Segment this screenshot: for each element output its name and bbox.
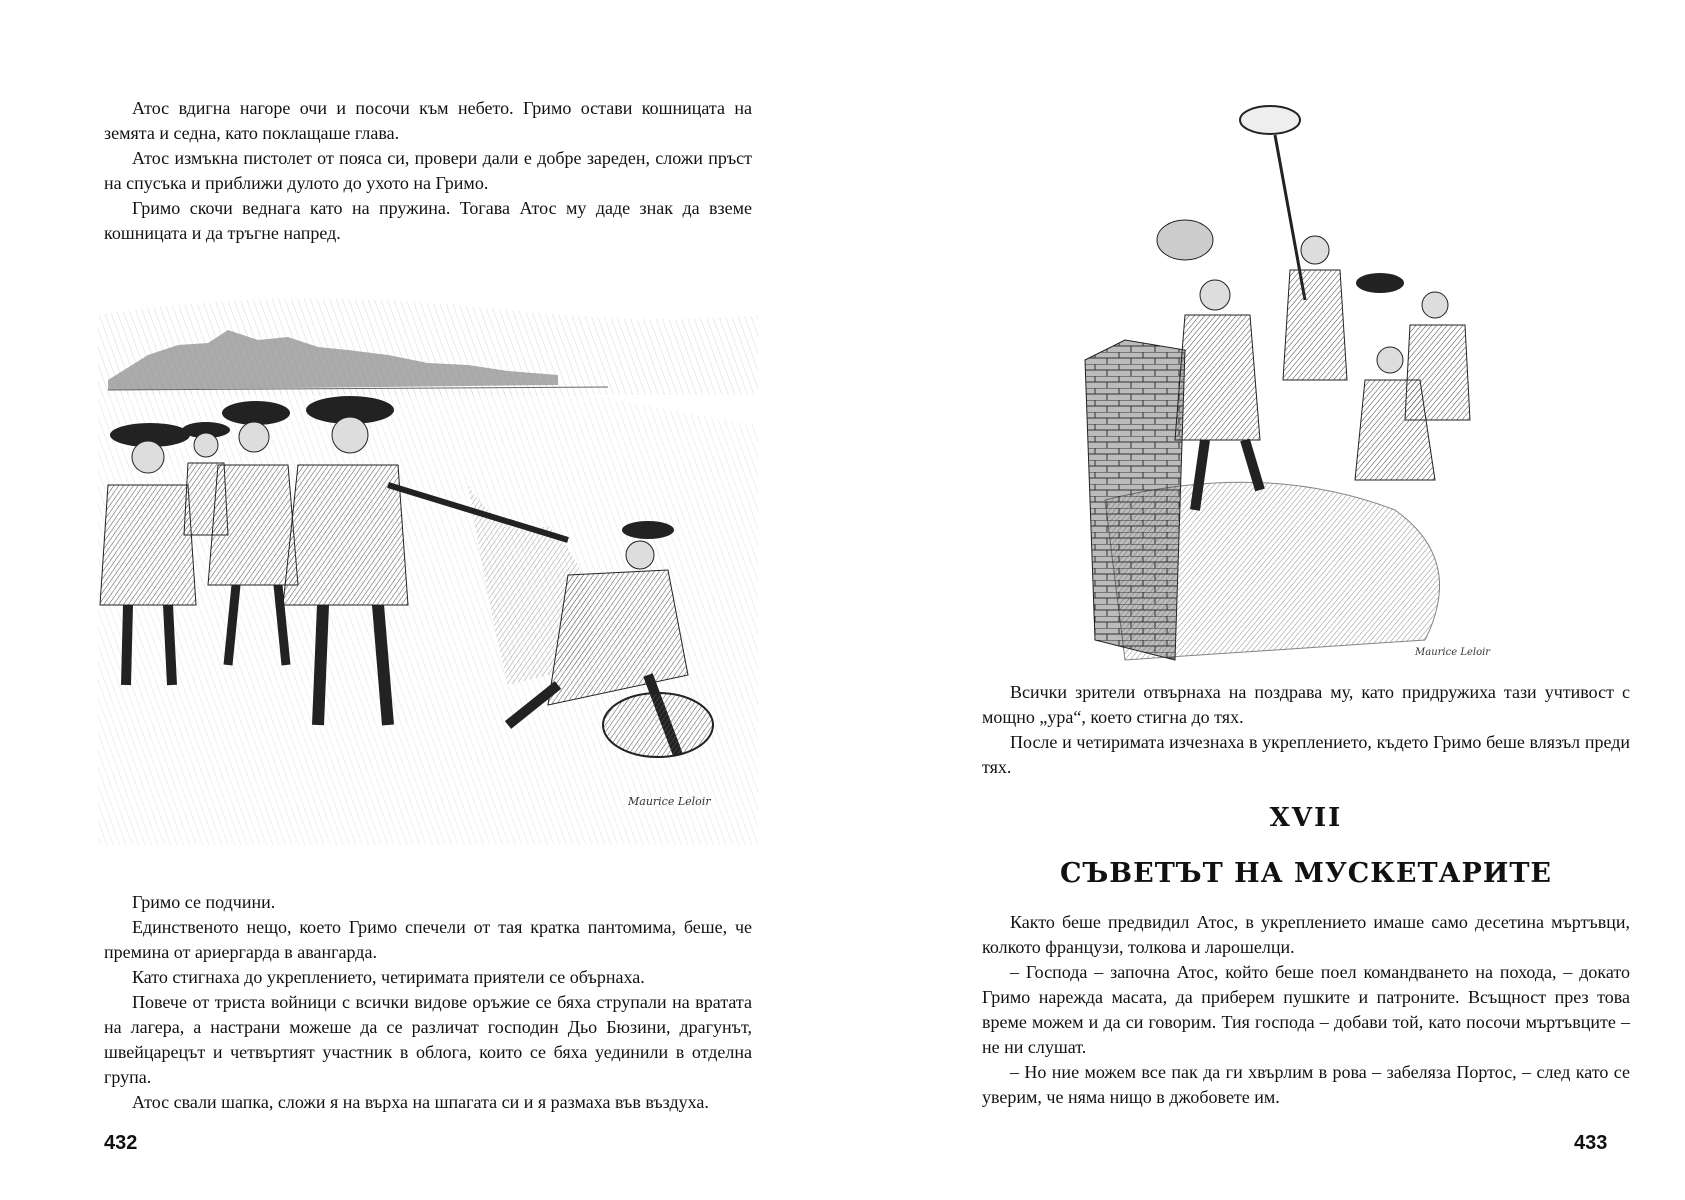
paragraph: Атос вдигна нагоре очи и посочи към небето. Гримо остави кошницата на земята и седна, като поклащаше глава. [104, 98, 752, 143]
engraving-image [88, 285, 768, 865]
paragraph: Единственото нещо, което Гримо спечели от тая кратка пантомима, беше, че премина от ариергарда в авангарда. [104, 917, 752, 962]
illustration-musketeers-pistol [88, 285, 768, 865]
page-number-right: 433 [1574, 1132, 1608, 1154]
paragraph: После и четиримата изчезнаха в укреплението, където Гримо беше влязъл преди тях. [982, 732, 1630, 777]
paragraph: – Но ние можем все пак да ги хвърлим в рова – забеляза Портос, – след като се уверим, че няма нищо в джобовете им. [982, 1062, 1630, 1107]
paragraph: Гримо скочи веднага като на пружина. Тогава Атос му даде знак да вземе кошницата и да тръгне напред. [104, 198, 752, 243]
page-number-left: 432 [104, 1132, 138, 1154]
paragraph: – Господа – започна Атос, който беше поел командването на похода, – докато Гримо нарежда масата, да приберем пушките и патроните. Всъщност през това време можем и да си говорим. Тия господа – добави той, като посочи мъртъвците – не ни слушат. [982, 962, 1630, 1057]
engraving-image [1065, 40, 1535, 670]
right-page [843, 0, 1685, 1200]
illustration-signature: Maurice Leloir [1415, 647, 1491, 658]
chapter-title: СЪВЕТЪТ НА МУСКЕТАРИТЕ [1059, 858, 1553, 889]
right-mid-text [982, 680, 1630, 780]
chapter-number: XVII [1269, 803, 1343, 833]
paragraph: Гримо се подчини. [132, 892, 276, 912]
paragraph: Като стигнаха до укреплението, четиримата приятели се обърнаха. [132, 967, 645, 987]
left-page [0, 0, 842, 1200]
paragraph: Както беше предвидил Атос, в укреплението имаше само десетина мъртъвци, колкото французи, толкова и ларошелци. [982, 912, 1630, 957]
left-bottom-text [104, 890, 752, 1115]
illustration-bastion [1065, 40, 1535, 670]
left-top-text [104, 96, 752, 246]
right-bottom-text [982, 910, 1630, 1110]
paragraph: Атос свали шапка, сложи я на върха на шпагата си и я размаха във въздуха. [132, 1092, 709, 1112]
paragraph: Повече от триста войници с всички видове оръжие се бяха струпали на вратата на лагера, а настрани можеше да се различат господин Дьо Бюзини, драгунът, швейцарецът и четвъртият участник в облога, които се бяха уединили в отделна група. [104, 992, 752, 1087]
paragraph: Атос измъкна пистолет от пояса си, провери дали е добре зареден, сложи пръст на спусъка и приближи дулото до ухото на Гримо. [104, 148, 752, 193]
paragraph: Всички зрители отвърнаха на поздрава му, като придружиха тази учтивост с мощно „ура“, което стигна до тях. [982, 682, 1630, 727]
illustration-signature: Maurice Leloir [628, 795, 711, 808]
